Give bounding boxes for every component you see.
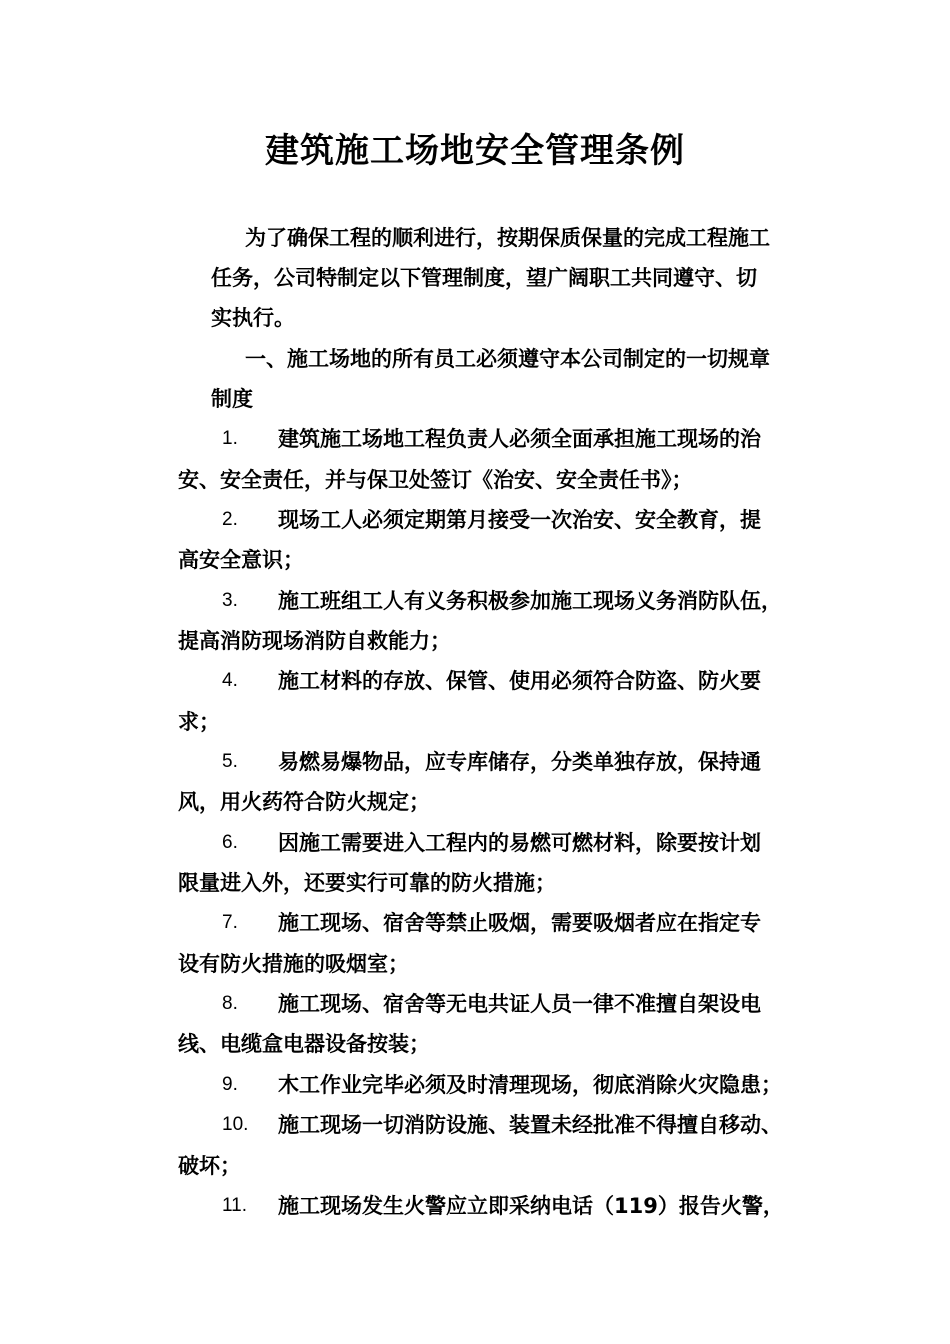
item-1-line-2: 安、安全责任，并与保卫处签订《治安、安全责任书》； xyxy=(178,468,693,492)
item-3-line-2: 提高消防现场消防自救能力； xyxy=(178,629,451,653)
item-5-line-1: 易燃易爆物品，应专库储存，分类单独存放，保持通 xyxy=(278,750,761,774)
item-11-line-1: 施工现场发生火警应立即采纳电话（119）报告火警， xyxy=(278,1194,784,1218)
item-3-line-1: 施工班组工人有义务积极参加施工现场义务消防队伍， xyxy=(278,589,782,613)
section-heading-line-1: 一、施工场地的所有员工必须遵守本公司制定的一切规章 xyxy=(245,347,770,371)
item-number-5: 5. xyxy=(222,751,238,772)
item-7-line-2: 设有防火措施的吸烟室； xyxy=(178,952,409,976)
item-number-4: 4. xyxy=(222,670,238,691)
item-10-line-1: 施工现场一切消防设施、装置未经批准不得擅自移动、 xyxy=(278,1113,782,1137)
item-4-line-1: 施工材料的存放、保管、使用必须符合防盗、防火要 xyxy=(278,669,761,693)
item-6-line-2: 限量进入外，还要实行可靠的防火措施； xyxy=(178,871,556,895)
item-8-line-2: 线、电缆盒电器设备按装； xyxy=(178,1032,430,1056)
item-7-line-1: 施工现场、宿舍等禁止吸烟，需要吸烟者应在指定专 xyxy=(278,911,761,935)
item-2-line-1: 现场工人必须定期第月接受一次治安、安全教育，提 xyxy=(278,508,761,532)
document-title: 建筑施工场地安全管理条例 xyxy=(265,131,685,171)
section-heading-line-2: 制度 xyxy=(211,387,253,411)
item-number-3: 3. xyxy=(222,590,238,611)
item-2-line-2: 高安全意识； xyxy=(178,548,304,572)
item-5-line-2: 风，用火药符合防火规定； xyxy=(178,790,430,814)
intro-line-3: 实执行。 xyxy=(211,306,295,330)
item-10-line-2: 破坏； xyxy=(178,1154,241,1178)
item-number-7: 7. xyxy=(222,912,238,933)
item-8-line-1: 施工现场、宿舍等无电共证人员一律不准擅自架设电 xyxy=(278,992,761,1016)
item-1-line-1: 建筑施工场地工程负责人必须全面承担施工现场的治 xyxy=(278,427,761,451)
item-number-8: 8. xyxy=(222,993,238,1014)
item-number-9: 9. xyxy=(222,1074,238,1095)
intro-line-2: 任务，公司特制定以下管理制度，望广阔职工共同遵守、切 xyxy=(211,266,757,290)
item-number-6: 6. xyxy=(222,832,238,853)
intro-line-1: 为了确保工程的顺利进行，按期保质保量的完成工程施工 xyxy=(245,226,770,250)
item-number-1: 1. xyxy=(222,428,238,449)
item-9-line-1: 木工作业完毕必须及时清理现场，彻底消除火灾隐患； xyxy=(278,1073,782,1097)
item-4-line-2: 求； xyxy=(178,710,220,734)
item-number-11: 11. xyxy=(222,1195,248,1216)
item-6-line-1: 因施工需要进入工程内的易燃可燃材料，除要按计划 xyxy=(278,831,761,855)
item-number-2: 2. xyxy=(222,509,238,530)
item-number-10: 10. xyxy=(222,1114,249,1135)
